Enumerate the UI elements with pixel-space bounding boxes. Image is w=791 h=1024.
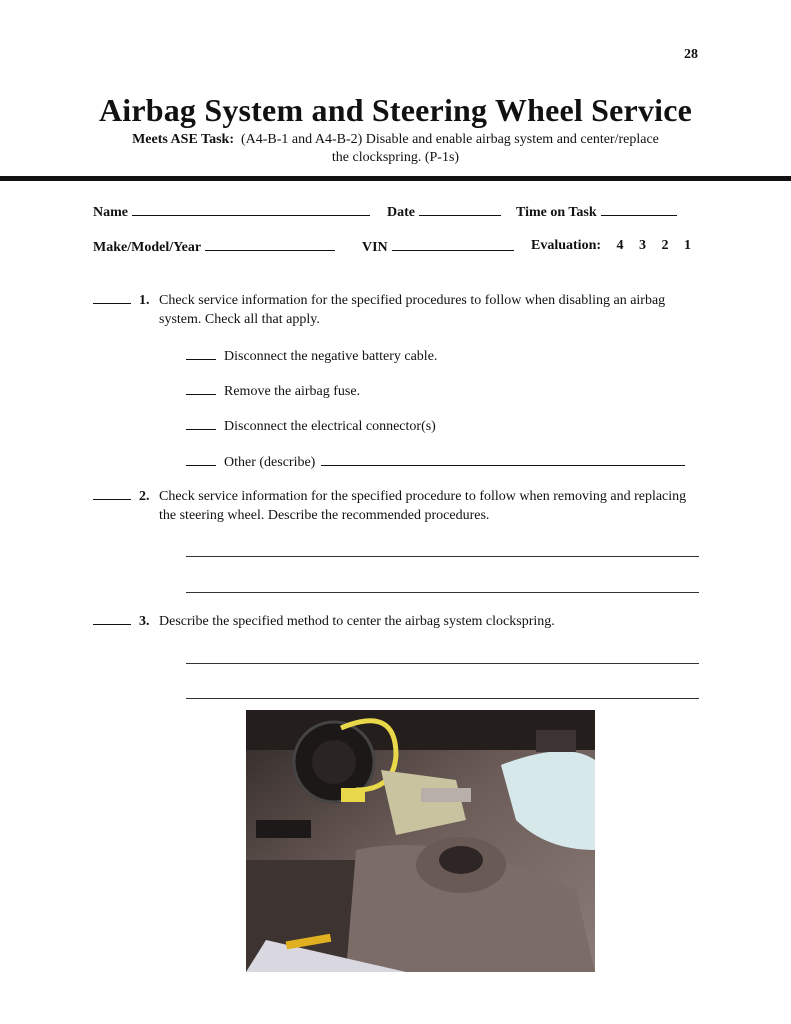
time-on-task-field [516,203,677,221]
task-3-answer-line-1[interactable] [186,663,699,664]
clockspring-hub [312,740,356,784]
option-4-label: Other (describe) [224,455,316,470]
option-3-checkbox-blank[interactable] [186,416,216,430]
task-1-completion-blank[interactable] [93,303,131,304]
option-other [186,452,685,471]
date-label: Date [387,205,415,220]
date-blank[interactable] [419,203,501,216]
vin-blank[interactable] [392,238,514,251]
task-3-answer-line-2[interactable] [186,698,699,699]
option-2-checkbox-blank[interactable] [186,381,216,395]
header-divider [0,176,791,181]
option-1-label: Disconnect the negative battery cable. [224,349,438,364]
task-1-text: Check service information for the specified procedures to follow when disabling an airbag system. Check all that apply. [159,293,666,327]
page-number: 28 [684,47,698,62]
task-2-number: 2. [139,489,150,504]
name-label: Name [93,205,128,220]
task-3-text: Describe the specified method to center the airbag system clockspring. [159,614,555,629]
task-3-completion-blank[interactable] [93,624,131,625]
task-3-number: 3. [139,614,150,629]
task-item-3 [93,612,713,632]
vin-field [362,238,514,256]
ase-task-description [80,131,711,167]
option-1-checkbox-blank[interactable] [186,346,216,360]
option-disconnect-battery [186,346,437,365]
task-2-text: Check service information for the specified procedure to follow when removing and replacing the steering wheel. Describe the recommended procedures. [159,489,687,523]
steering-column-illustration [246,710,595,972]
task-2-answer-line-1[interactable] [186,556,699,557]
option-remove-fuse [186,381,360,400]
make-model-year-blank[interactable] [205,238,335,251]
clockspring-tool [421,788,471,802]
task-item-1 [93,291,713,331]
evaluation-field [531,238,691,254]
ase-task-text: (A4-B-1 and A4-B-2) Disable and enable airbag system and center/replace [241,132,659,147]
ase-task-line-2: the clockspring. (P-1s) [331,150,460,165]
time-on-task-label: Time on Task [516,205,597,220]
ase-task-label: Meets ASE Task: [132,132,234,147]
evaluation-score-2[interactable]: 2 [661,238,669,253]
make-model-year-field [93,238,335,256]
airbag-connector [341,788,365,802]
date-field [387,203,501,221]
option-3-label: Disconnect the electrical connector(s) [224,419,436,434]
task-2-completion-blank[interactable] [93,499,131,500]
vin-label: VIN [362,240,388,255]
make-model-year-label: Make/Model/Year [93,240,202,255]
steering-column-photo [246,710,595,972]
option-disconnect-connector [186,416,436,435]
dash-vent [536,730,576,752]
task-1-number: 1. [139,293,150,308]
task-item-2 [93,487,713,527]
other-describe-blank[interactable] [321,453,685,466]
option-4-checkbox-blank[interactable] [186,452,216,466]
evaluation-score-4[interactable]: 4 [616,238,624,253]
name-field [93,203,370,221]
page-title: Airbag System and Steering Wheel Service [98,92,693,128]
evaluation-label: Evaluation: [531,238,602,253]
option-2-label: Remove the airbag fuse. [224,384,361,399]
time-on-task-blank[interactable] [601,203,677,216]
name-blank[interactable] [132,203,370,216]
column-hole [439,846,483,874]
ase-task-line-1 [80,131,711,149]
evaluation-score-3[interactable]: 3 [639,238,647,253]
dash-switch [256,820,311,838]
evaluation-score-1[interactable]: 1 [684,238,692,253]
task-2-answer-line-2[interactable] [186,592,699,593]
